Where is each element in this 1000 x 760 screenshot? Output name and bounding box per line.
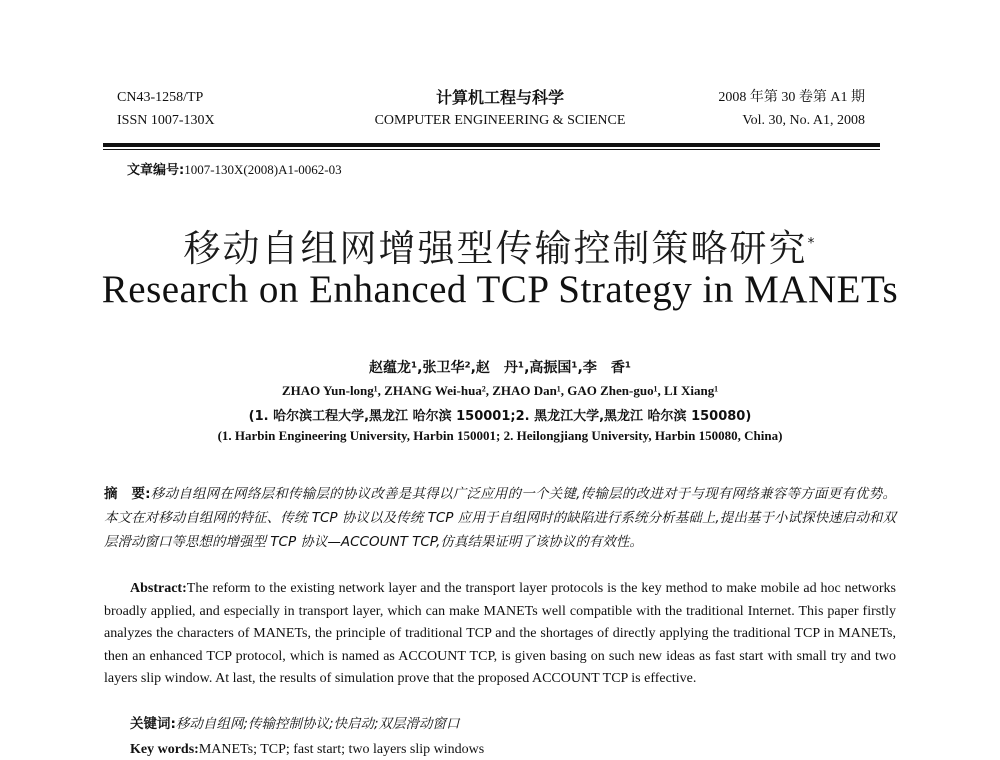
abstract-en-label: Abstract:	[130, 581, 187, 596]
authors-en: ZHAO Yun-long¹, ZHANG Wei-hua², ZHAO Dan¹, GAO Zhen-guo¹, LI Xiang¹	[281, 383, 719, 398]
keywords-en-text: MANETs; TCP; fast start; two layers slip windows	[198, 742, 485, 757]
issue-info	[718, 86, 865, 132]
journal-name-en: COMPUTER ENGINEERING & SCIENCE	[374, 113, 626, 128]
header-rule-thin	[103, 149, 880, 150]
authors-cn: 赵蕴龙¹,张卫华²,赵 丹¹,高振国¹,李 香¹	[369, 360, 631, 376]
affiliations-en: (1. Harbin Engineering University, Harbin 150001; 2. Heilongjiang University, Harbin 150080, China)	[217, 428, 783, 443]
article-number-label: 文章编号:	[127, 163, 185, 178]
cn-code: CN43-1258/TP	[117, 90, 204, 105]
header-rule-thick	[103, 143, 880, 147]
title-cn-text: 移动自组网增强型传输控制策略研究	[183, 227, 808, 270]
article-number-value: 1007-130X(2008)A1-0062-03	[184, 162, 342, 177]
journal-name-cn: 计算机工程与科学	[435, 88, 564, 107]
abstract-en-text: The reform to the existing network layer and the transport layer protocols is the key method to make mobile ad hoc networks broadly applied, and especially in transport layer, which can make MANETs well compatible with the traditional Internet. This paper firstly analyzes the characters of MANETs, the principle of traditional TCP and the shortages of directly applying the traditional TCP in MANETs, then an enhanced TCP protocol, which is named as ACCOUNT TCP, is given basing on such new ideas as fast start with small try and two layers slip window. At last, the results of simulation prove that the proposed ACCOUNT TCP is effective.	[104, 581, 896, 686]
abstract-cn-text: 移动自组网在网络层和传输层的协议改善是其得以广泛应用的一个关键,传输层的改进对于与现有网络兼容等方面更有优势。本文在对移动自组网的特征、传统 TCP 协议以及传统 TCP 应用于自组网时的缺陷进行系统分析基础上,提出基于小试探快速启动和双层滑动窗口等思想的增强型 TCP 协议—ACCOUNT TCP,仿真结果证明了该协议的有效性。	[104, 486, 896, 550]
title-cn	[0, 218, 1000, 272]
issn-code: ISSN 1007-130X	[117, 113, 215, 128]
abstract-en	[104, 578, 896, 691]
article-number	[127, 159, 342, 178]
keywords-en-label: Key words:	[130, 742, 199, 757]
keywords-en	[130, 742, 484, 758]
keywords-cn	[130, 712, 460, 732]
keywords-cn-text: 移动自组网;传输控制协议;快启动;双层滑动窗口	[175, 716, 460, 732]
issue-info-cn: 2008 年第 30 卷第 A1 期	[718, 90, 865, 105]
abstract-cn-label: 摘 要:	[104, 486, 151, 502]
abstract-cn	[104, 482, 896, 554]
keywords-cn-label: 关键词:	[130, 716, 176, 732]
issue-info-en: Vol. 30, No. A1, 2008	[742, 113, 865, 128]
title-en: Research on Enhanced TCP Strategy in MANETs	[101, 268, 899, 311]
title-footnote-mark: *	[807, 235, 817, 252]
affiliations-cn: (1. 哈尔滨工程大学,黑龙江 哈尔滨 150001;2. 黑龙江大学,黑龙江 哈尔滨 150080)	[248, 409, 752, 424]
